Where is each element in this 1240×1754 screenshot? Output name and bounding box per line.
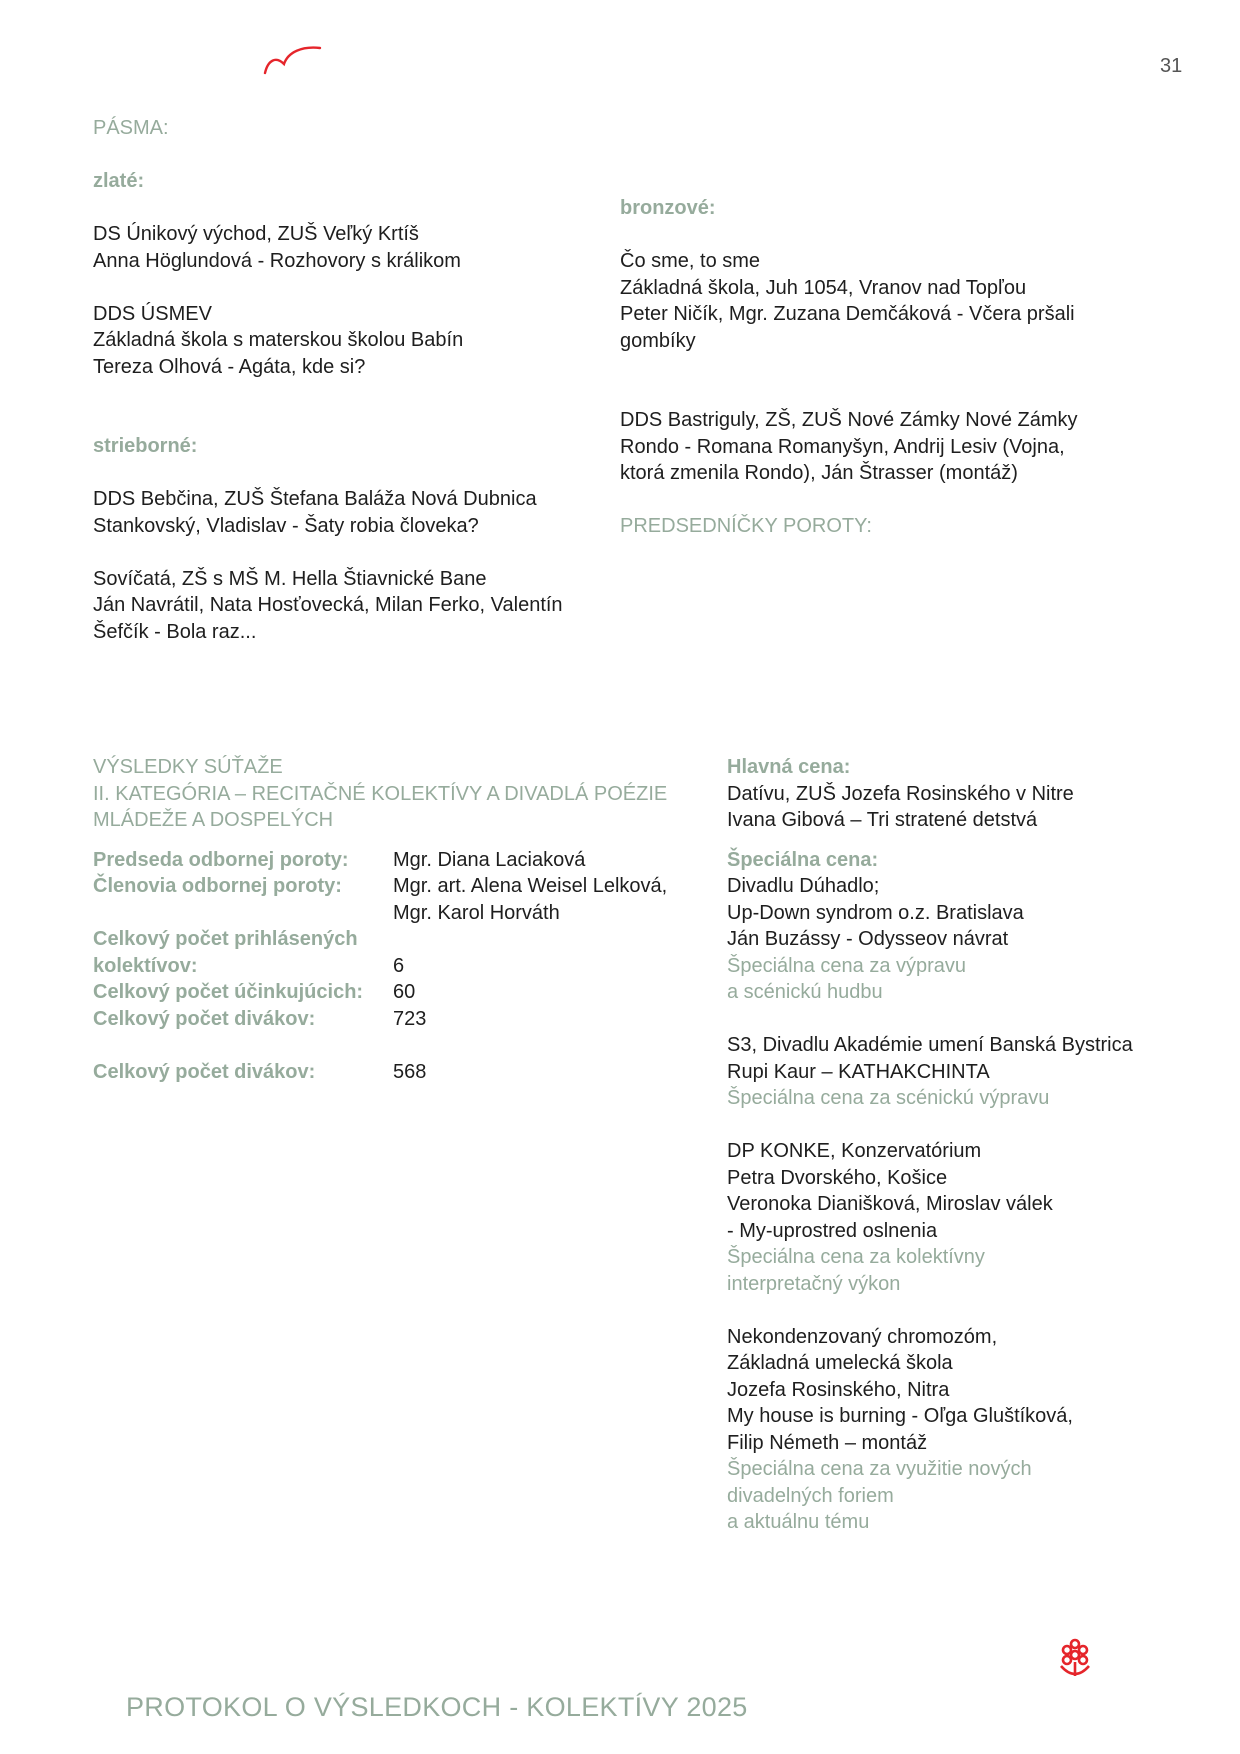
list-item: Šefčík - Bola raz... xyxy=(93,620,257,643)
jury-members-value: Mgr. art. Alena Weisel Lelková, Mgr. Karol Horváth xyxy=(393,875,668,924)
list-item: Základná škola s materskou školou Babín xyxy=(93,329,464,351)
stat-row: Celkový počet divákov: 723 xyxy=(93,1006,713,1033)
jury-chair-label: Predseda odbornej poroty: xyxy=(93,848,349,871)
list-item: Tereza Olhová - Agáta, kde si? xyxy=(93,355,366,378)
list-item: Čo sme, to sme xyxy=(620,250,761,272)
jury-chair-row xyxy=(93,847,713,874)
stat-value: 568 xyxy=(393,1060,427,1083)
list-item: My house is burning - Oľga Gluštíková, xyxy=(727,1405,1073,1427)
list-item: S3, Divadlu Akadémie umení Banská Bystrica xyxy=(727,1034,1133,1056)
list-item: DDS Bastriguly, ZŠ, ZUŠ Nové Zámky Nové Zámky xyxy=(620,409,1078,431)
list-item: DDS ÚSMEV xyxy=(93,302,212,325)
bronzove-heading: bronzové: xyxy=(620,197,716,219)
stat-row: kolektívov: 6 xyxy=(93,953,713,980)
list-item: DDS Bebčina, ZUŠ Štefana Baláža Nová Dubnica xyxy=(93,488,537,510)
list-item: gombíky xyxy=(620,329,696,352)
bird-logo-icon xyxy=(262,42,324,76)
list-item: Veronoka Dianišková, Miroslav válek xyxy=(727,1193,1053,1215)
pasma-heading: PÁSMA: xyxy=(93,117,169,139)
predsednicky-heading: PREDSEDNÍČKY POROTY: xyxy=(620,515,872,537)
pasma-column-left xyxy=(93,115,613,645)
pasma-column-right xyxy=(620,195,1140,540)
jury-members-label: Členovia odbornej poroty: xyxy=(93,875,342,897)
jury-members-row xyxy=(93,873,713,926)
results-section xyxy=(93,754,713,1085)
results-category-cont: MLÁDEŽE A DOSPELÝCH xyxy=(93,809,334,831)
list-item: Anna Höglundová - Rozhovory s králikom xyxy=(93,249,461,272)
list-item: Rondo - Romana Romanyšyn, Andrij Lesiv (Vojna, xyxy=(620,435,1065,458)
list-item: Datívu, ZUŠ Jozefa Rosinského v Nitre xyxy=(727,782,1074,805)
stat-value: 6 xyxy=(393,954,405,977)
award-description: a scénickú hudbu xyxy=(727,981,883,1003)
awards-section xyxy=(727,754,1177,1536)
list-item: DS Únikový východ, ZUŠ Veľký Krtíš xyxy=(93,223,419,245)
award-description: interpretačný výkon xyxy=(727,1272,901,1295)
main-award-heading: Hlavná cena: xyxy=(727,756,851,778)
stat-value: 60 xyxy=(393,981,416,1003)
stat-row: Celkový počet prihlásených xyxy=(93,928,358,950)
list-item: Ján Buzássy - Odysseov návrat xyxy=(727,928,1009,950)
list-item: Filip Németh – montáž xyxy=(727,1431,928,1454)
footer-title: PROTOKOL O VÝSLEDKOCH - KOLEKTÍVY 2025 xyxy=(126,1692,748,1722)
award-description: Špeciálna cena za výpravu xyxy=(727,954,967,977)
award-description: a aktuálnu tému xyxy=(727,1511,870,1533)
list-item: DP KONKE, Konzervatórium xyxy=(727,1140,982,1162)
list-item: Stankovský, Vladislav - Šaty robia človeka? xyxy=(93,514,479,537)
stat-row: Celkový počet účinkujúcich: 60 xyxy=(93,979,713,1006)
results-title: VÝSLEDKY SÚŤAŽE xyxy=(93,756,283,778)
award-description: Špeciálna cena za kolektívny xyxy=(727,1246,985,1268)
list-item: Základná škola, Juh 1054, Vranov nad Topľou xyxy=(620,276,1027,299)
list-item: Divadlu Dúhadlo; xyxy=(727,875,880,897)
list-item: Jozefa Rosinského, Nitra xyxy=(727,1378,950,1401)
list-item: Základná umelecká škola xyxy=(727,1352,953,1374)
jury-chair-value: Mgr. Diana Laciaková xyxy=(393,848,586,871)
results-category: II. KATEGÓRIA – RECITAČNÉ KOLEKTÍVY A DIVADLÁ POÉZIE xyxy=(93,782,668,805)
list-item: Up-Down syndrom o.z. Bratislava xyxy=(727,901,1024,924)
list-item: Ivana Gibová – Tri stratené detstvá xyxy=(727,809,1038,831)
page-number: 31 xyxy=(1160,55,1183,77)
list-item: Sovíčatá, ZŠ s MŠ M. Hella Štiavnické Bane xyxy=(93,567,487,590)
list-item: Rupi Kaur – KATHAKCHINTA xyxy=(727,1060,990,1083)
list-item: Peter Ničík, Mgr. Zuzana Demčáková - Včera pršali xyxy=(620,303,1075,325)
stat-row: Celkový počet divákov: 568 xyxy=(93,1059,713,1086)
list-item: Nekondenzovaný chromozóm, xyxy=(727,1325,998,1348)
flower-logo-icon xyxy=(1057,1638,1093,1680)
strieborne-heading: strieborné: xyxy=(93,435,198,457)
special-award-heading: Špeciálna cena: xyxy=(727,848,879,871)
stat-value: 723 xyxy=(393,1007,427,1030)
award-description: Špeciálna cena za využitie nových xyxy=(727,1458,1032,1480)
award-description: Špeciálna cena za scénickú výpravu xyxy=(727,1087,1050,1109)
award-description: divadelných foriem xyxy=(727,1484,894,1507)
list-item: Ján Navrátil, Nata Hosťovecká, Milan Ferko, Valentín xyxy=(93,594,563,616)
list-item: Petra Dvorského, Košice xyxy=(727,1166,948,1189)
list-item: - My-uprostred oslnenia xyxy=(727,1219,938,1242)
zlate-heading: zlaté: xyxy=(93,170,145,192)
list-item: ktorá zmenila Rondo), Ján Štrasser (montáž) xyxy=(620,462,1018,484)
